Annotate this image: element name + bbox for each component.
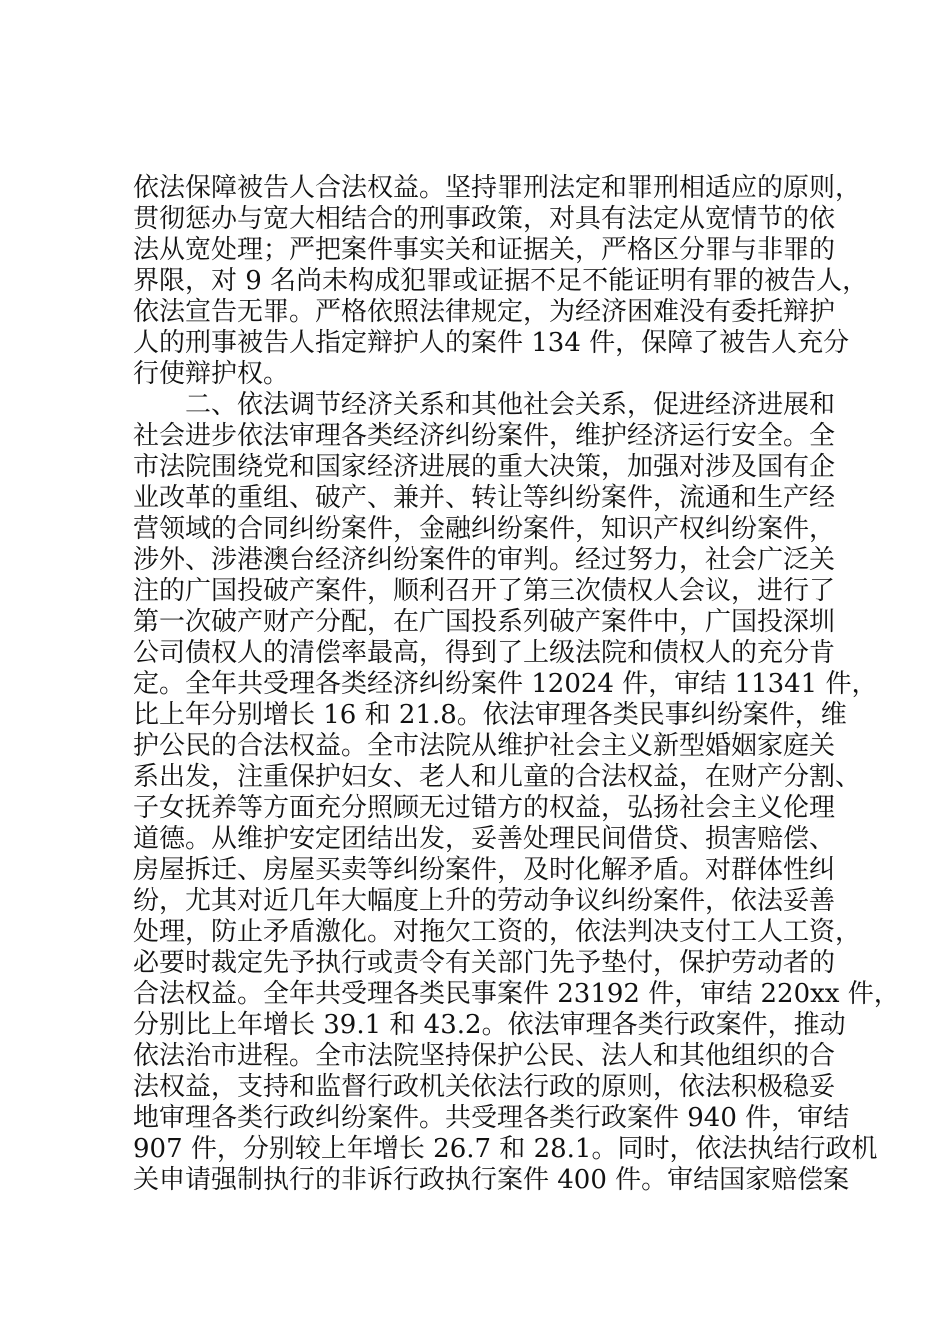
text-line: 注的广国投破产案件，顺利召开了第三次债权人会议，进行了: [133, 576, 836, 606]
text-line: 人的刑事被告人指定辩护人的案件 134 件，保障了被告人充分: [133, 328, 850, 358]
text-line: 护公民的合法权益。全市法院从维护社会主义新型婚姻家庭关: [133, 731, 836, 761]
text-line: 涉外、涉港澳台经济纠纷案件的审判。经过努力，社会广泛关: [133, 545, 836, 575]
text-line: 分别比上年增长 39.1 和 43.2。依法审理各类行政案件，推动: [133, 1010, 846, 1040]
text-line: 法从宽处理；严把案件事实关和证据关，严格区分罪与非罪的: [133, 235, 836, 265]
text-line: 公司债权人的清偿率最高，得到了上级法院和债权人的充分肯: [133, 638, 836, 668]
text-line: 合法权益。全年共受理各类民事案件 23192 件，审结 220xx 件，: [133, 979, 900, 1009]
text-line: 社会进步依法审理各类经济纠纷案件，维护经济运行安全。全: [133, 421, 836, 451]
text-line: 必要时裁定先予执行或责令有关部门先予垫付，保护劳动者的: [133, 948, 836, 978]
text-line: 界限，对 9 名尚未构成犯罪或证据不足不能证明有罪的被告人，: [133, 266, 869, 296]
text-line: 比上年分别增长 16 和 21.8。依法审理各类民事纠纷案件，维: [133, 700, 847, 730]
text-line: 子女抚养等方面充分照顾无过错方的权益，弘扬社会主义伦理: [133, 793, 836, 823]
text-line: 行使辩护权。: [133, 359, 290, 389]
text-line: 道德。从维护安定团结出发，妥善处理民间借贷、损害赔偿、: [133, 824, 836, 854]
text-line: 依法保障被告人合法权益。坚持罪刑法定和罪刑相适应的原则，: [133, 173, 862, 203]
paragraph-first-line: 二、依法调节经济关系和其他社会关系，促进经济进展和: [185, 390, 836, 420]
text-line: 907 件，分别较上年增长 26.7 和 28.1。同时，依法执结行政机: [133, 1134, 878, 1164]
text-line: 依法治市进程。全市法院坚持保护公民、法人和其他组织的合: [133, 1041, 836, 1071]
text-line: 定。全年共受理各类经济纠纷案件 12024 件，审结 11341 件，: [133, 669, 878, 699]
text-line: 法权益，支持和监督行政机关依法行政的原则，依法积极稳妥: [133, 1072, 836, 1102]
text-line: 系出发，注重保护妇女、老人和儿童的合法权益，在财产分割、: [133, 762, 862, 792]
text-line: 贯彻惩办与宽大相结合的刑事政策，对具有法定从宽情节的依: [133, 204, 836, 234]
body-text: [133, 173, 900, 1196]
text-line: 处理，防止矛盾激化。对拖欠工资的，依法判决支付工人工资，: [133, 917, 862, 947]
text-line: 营领域的合同纠纷案件，金融纠纷案件，知识产权纠纷案件，: [133, 514, 836, 544]
text-line: 地审理各类行政纠纷案件。共受理各类行政案件 940 件，审结: [133, 1103, 850, 1133]
text-line: 依法宣告无罪。严格依照法律规定，为经济困难没有委托辩护: [133, 297, 836, 327]
text-line: 业改革的重组、破产、兼并、转让等纠纷案件，流通和生产经: [133, 483, 836, 513]
text-line: 关申请强制执行的非诉行政执行案件 400 件。审结国家赔偿案: [133, 1165, 850, 1195]
text-line: 纷，尤其对近几年大幅度上升的劳动争议纠纷案件，依法妥善: [133, 886, 836, 916]
text-line: 房屋拆迁、房屋买卖等纠纷案件，及时化解矛盾。对群体性纠: [133, 855, 836, 885]
text-line: 第一次破产财产分配，在广国投系列破产案件中，广国投深圳: [133, 607, 836, 637]
text-line: 市法院围绕党和国家经济进展的重大决策，加强对涉及国有企: [133, 452, 836, 482]
